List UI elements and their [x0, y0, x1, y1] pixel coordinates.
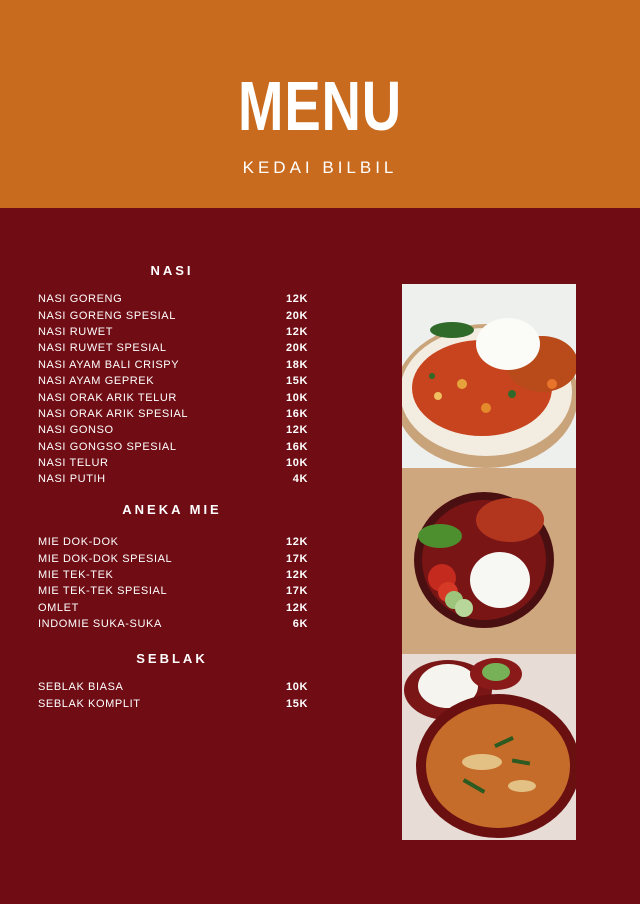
menu-item-name: NASI AYAM BALI CRISPY: [38, 358, 180, 371]
section-title-aneka-mie: ANEKA MIE: [122, 502, 222, 517]
menu-item: [38, 679, 308, 695]
menu-item-name: MIE TEK-TEK SPESIAL: [38, 585, 168, 598]
fried-rice-plate-photo: [402, 284, 576, 468]
chicken-rice-plate-photo: [402, 468, 576, 654]
menu-item: [38, 567, 308, 583]
menu-item: [38, 616, 308, 632]
menu-item-price: 12K: [286, 325, 308, 338]
menu-item-price: 15K: [286, 697, 308, 710]
restaurant-name: KEDAI BILBIL: [242, 158, 398, 177]
menu-item-name: NASI AYAM GEPREK: [38, 375, 155, 388]
menu-item-price: 12K: [286, 601, 308, 614]
menu-item-price: 20K: [286, 309, 308, 322]
menu-item-price: 12K: [286, 568, 308, 581]
fried-rice-photo: [402, 284, 576, 468]
menu-item: [38, 291, 308, 307]
menu-item: [38, 471, 308, 487]
menu-item-name: NASI TELUR: [38, 457, 109, 470]
menu-item: [38, 455, 308, 471]
menu-list-aneka-mie: [38, 534, 308, 632]
menu-list-nasi: [38, 291, 308, 488]
menu-item: [38, 357, 308, 373]
menu-item-name: NASI GONGSO SPESIAL: [38, 440, 177, 453]
menu-item: [38, 340, 308, 356]
menu-item-price: 10K: [286, 457, 308, 470]
menu-item: [38, 406, 308, 422]
menu-item-price: 10K: [286, 681, 308, 694]
menu-item-name: INDOMIE SUKA-SUKA: [38, 618, 162, 631]
menu-item-price: 10K: [286, 391, 308, 404]
menu-item: [38, 307, 308, 323]
menu-item-price: 18K: [286, 358, 308, 371]
menu-item-price: 12K: [286, 293, 308, 306]
menu-item-name: SEBLAK BIASA: [38, 681, 124, 694]
menu-item-name: NASI RUWET SPESIAL: [38, 342, 167, 355]
page-title: MENU: [238, 67, 402, 145]
menu-item-name: MIE TEK-TEK: [38, 568, 114, 581]
menu-item-price: 12K: [286, 536, 308, 549]
menu-item-name: SEBLAK KOMPLIT: [38, 697, 141, 710]
menu-item-price: 20K: [286, 342, 308, 355]
menu-item-name: OMLET: [38, 601, 79, 614]
menu-item: [38, 373, 308, 389]
menu-item-price: 15K: [286, 375, 308, 388]
seblak-bowl-photo: [402, 654, 576, 840]
menu-item: [38, 439, 308, 455]
menu-item-price: 4K: [292, 473, 308, 486]
chicken-rice-photo: [402, 468, 576, 654]
menu-item-price: 17K: [286, 552, 308, 565]
menu-item-name: NASI GONSO: [38, 424, 114, 437]
menu-item: [38, 550, 308, 566]
section-title-nasi: NASI: [150, 263, 194, 278]
menu-item: [38, 389, 308, 405]
menu-item: [38, 324, 308, 340]
menu-item-name: NASI GORENG SPESIAL: [38, 309, 176, 322]
menu-item-name: NASI GORENG: [38, 293, 123, 306]
menu-item-name: MIE DOK-DOK SPESIAL: [38, 552, 173, 565]
menu-item: [38, 422, 308, 438]
menu-item-price: 16K: [286, 440, 308, 453]
menu-item: [38, 583, 308, 599]
menu-item: [38, 600, 308, 616]
menu-item-name: MIE DOK-DOK: [38, 536, 119, 549]
menu-item-name: NASI ORAK ARIK SPESIAL: [38, 407, 189, 420]
menu-item: [38, 534, 308, 550]
menu-list-seblak: [38, 679, 308, 712]
menu-item-price: 16K: [286, 407, 308, 420]
menu-item-name: NASI ORAK ARIK TELUR: [38, 391, 177, 404]
menu-item-name: NASI PUTIH: [38, 473, 106, 486]
menu-item: [38, 695, 308, 711]
menu-item-price: 12K: [286, 424, 308, 437]
menu-item-name: NASI RUWET: [38, 325, 114, 338]
section-title-seblak: SEBLAK: [136, 651, 208, 666]
seblak-photo: [402, 654, 576, 840]
menu-item-price: 6K: [292, 618, 308, 631]
menu-header: [0, 0, 640, 208]
menu-item-price: 17K: [286, 585, 308, 598]
